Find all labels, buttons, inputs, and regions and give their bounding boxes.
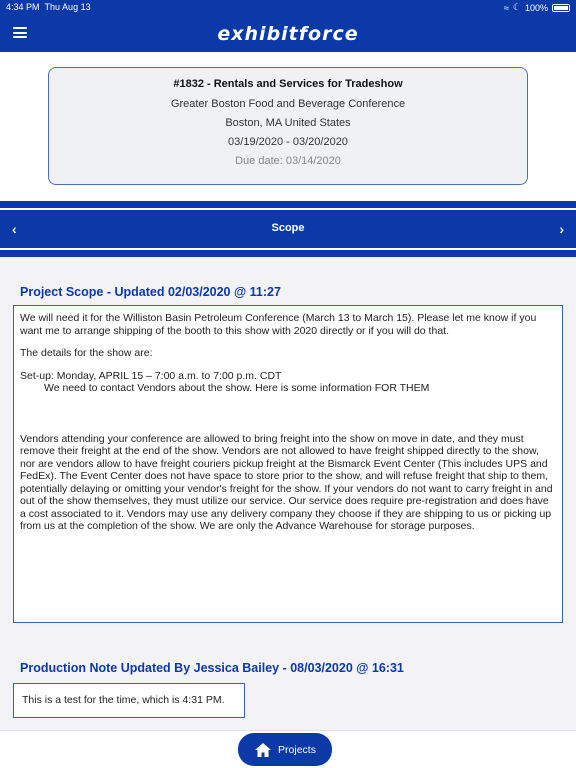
battery-label: 100% [524,2,548,13]
home-icon [254,742,272,758]
scope-paragraph: We need to contact Vendors about the show. Here is some information FOR THEM [44,382,430,394]
wifi-icon: ≈ [503,2,509,13]
status-time: 4:34 PM Thu Aug 13 [6,2,91,12]
chevron-left-icon[interactable]: ‹ [12,221,17,237]
scope-paragraph: Set-up: Monday, APRIL 15 – 7:00 a.m. to 7:00 p.m. CDT [20,369,282,382]
scope-text-box[interactable] [13,305,563,623]
note-heading: Production Note Updated By Jessica Bailey - 08/03/2020 @ 16:31 [20,661,404,675]
main-content [0,257,576,730]
status-bar [0,0,576,14]
section-nav-bar [0,201,576,257]
project-dates: 03/19/2020 - 03/20/2020 [228,136,348,148]
scope-paragraph: The details for the show are: [20,347,153,359]
projects-button[interactable] [238,733,332,766]
project-location: Boston, MA United States [225,117,351,129]
moon-icon: ☾ [512,2,521,12]
bottom-bar [0,730,576,768]
project-summary-card [48,67,528,185]
section-title: Scope [271,222,305,234]
projects-label: Projects [278,743,316,756]
app-logo: exhibitforce [217,23,359,45]
status-right [504,2,570,13]
project-due-date: Due date: 03/14/2020 [235,155,341,167]
scope-paragraph: We will need it for the Williston Basin Petroleum Conference (March 13 to March 15). Please let me know if you want me to arrange shipping of the booth to this show with 2020 directly or if you will do that. [20,312,537,337]
project-event: Greater Boston Food and Beverage Conference [170,98,406,110]
project-title: #1832 - Rentals and Services for Tradeshow [173,78,403,90]
note-text-box[interactable]: This is a test for the time, which is 4:31 PM. [13,683,245,718]
chevron-right-icon[interactable]: › [559,221,564,237]
battery-icon [552,4,570,12]
app-header [0,0,576,52]
scope-paragraph: Vendors attending your conference are allowed to bring freight into the show on move in date, and they must remove their freight at the end of the show. Vendors are not allowed to have freight shipped directly to the show, nor are vendors allow to have freight couriers pickup freight at the Bismarck Event Center (This includes UPS and FedEx). The Event Center does not have space to store prior to the show, and will refuse freight that ship to them, potentially delaying or omitting your vendor's freight for the show. If your vendors do not want to carry freight in and out of the show themselves, they must utilize our service. Our service does require pre-registration and does have a cost associated to it. Vendors may use any delivery company they choose if they are shipping to us or picking up from us at the completion of the show. We are only the Advance Warehouse for storage purposes. [20,432,553,532]
scope-heading: Project Scope - Updated 02/03/2020 @ 11:27 [20,285,281,299]
